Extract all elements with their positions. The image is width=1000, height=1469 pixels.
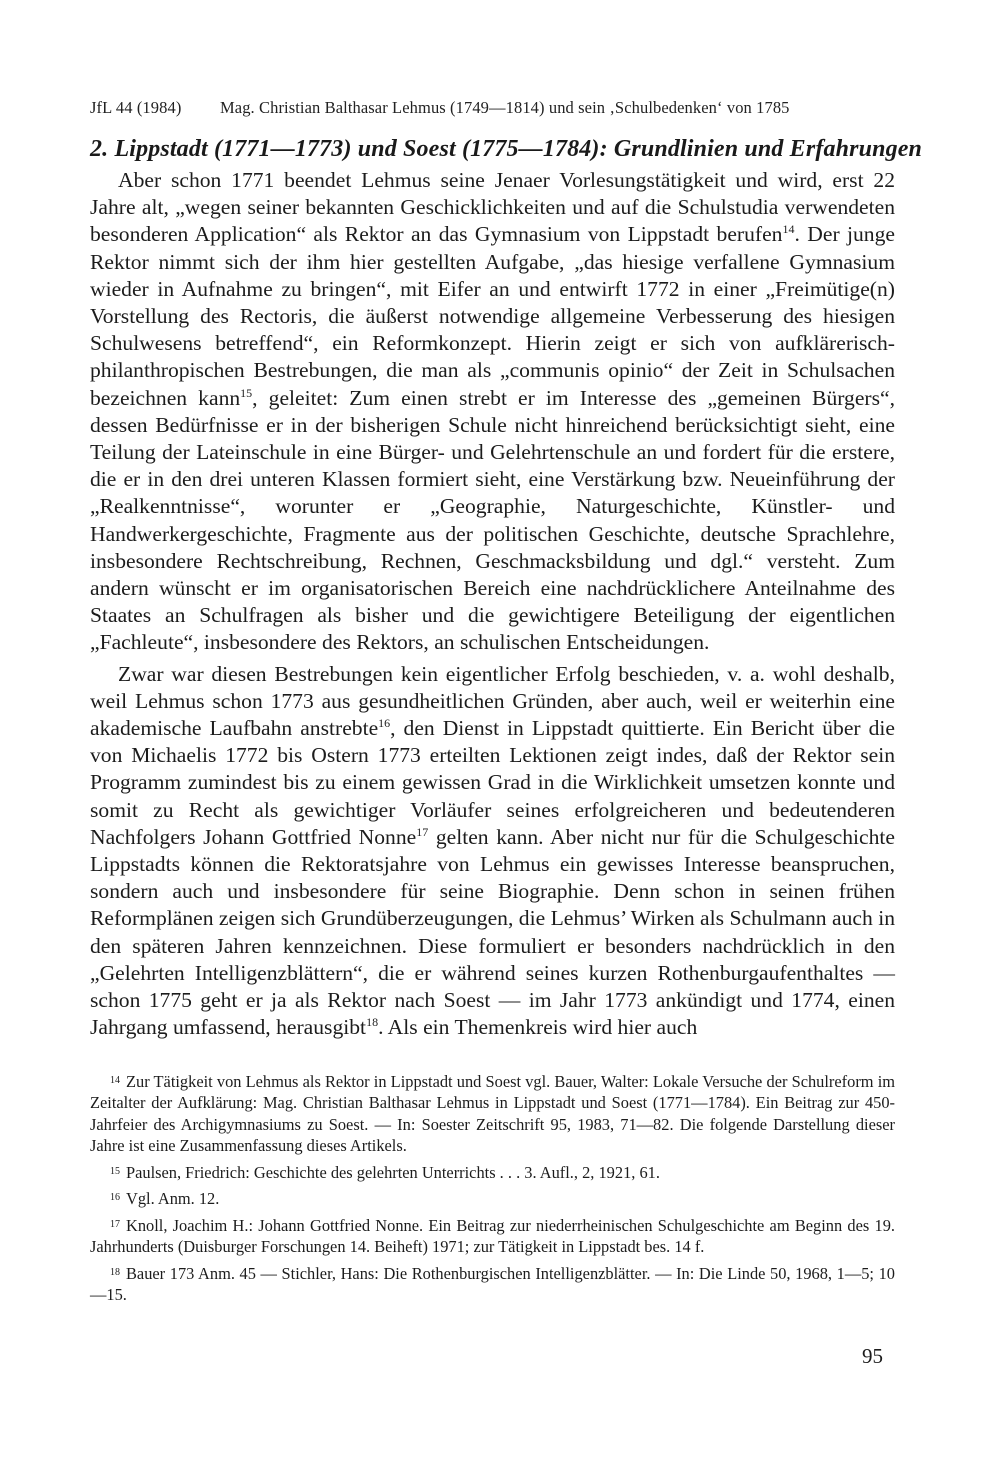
footnote-17 [90,1214,895,1258]
footnote-text: Bauer 173 Anm. 45 — Stichler, Hans: Die Rothenburgischen Intelligenzblätter. — In: Die Linde 50, 1968, 1—5; 10—15. [90,1263,895,1304]
footnote-text: Zur Tätigkeit von Lehmus als Rektor in Lippstadt und Soest vgl. Bauer, Walter: Lokale Versuche der Schulreform im Zeitalter der Aufklärung: Mag. Christian Balthasar Lehmus in Lippstadt und Soest (1771—1784). Ein Beitrag zur 450-Jahrfeier des Archigymnasiums zu Soest. — In: Soester Zeitschrift 95, 1983, 71—82. Die folgende Darstellung dieser Jahre ist eine Zusammenfassung dieses Artikels. [90,1071,895,1155]
footnote-18 [90,1262,895,1306]
footnote-14 [90,1070,895,1157]
footnote-ref-16: 16 [378,715,391,730]
article-title: Mag. Christian Balthasar Lehmus (1749—1814) und sein ‚Schulbedenken‘ von 1785 [220,98,790,117]
footnote-number: 18 [110,1266,120,1278]
paragraph-1: Aber schon 1771 beendet Lehmus seine Jenaer Vorlesungstätigkeit und wird, erst 22 Jahre alt, „wegen seiner bekannten Geschicklichkeiten und auf die Schulstudia verwendeten besonderen Application“ als Rektor an das Gymnasium von Lippstadt berufen$^{14}$. Der junge Rektor nimmt sich der ihm hier gestellten Aufgabe, „das hiesige verfallene Gymnasium wieder in Aufnahme zu bringen“, mit Eifer an und entwirft 1772 in einer „Freimütige(n) Vorstellung des Rectoris, die äußerst notwendige allgemeine Verbesserung des hiesigen Schulwesens betreffend“, ein Reformkonzept. Hierin zeigt er sich von aufklärerisch-philanthropischen Bestrebungen, die man als „communis opinio“ der Zeit in Schulsachen bezeichnen kann$^{15}$, geleitet: Zum einen strebt er im Interesse des „gemeinen Bürgers“, dessen Bedürfnisse er in der bisherigen Schule nicht hinreichend berücksichtigt sieht, eine Teilung der Lateinschule in eine Bürger- und Gelehrtenschule an und fordert für die erstere, die er in den drei unteren Klassen formiert sieht, eine Verstärkung bzw. Neueinführung der „Realkenntnisse“, worunter er „Geographie, Naturgeschichte, Künstler- und Handwerkergeschichte, Fragmente aus der politischen Geschichte, deutsche Sprachlehre, insbesondere Rechtschreibung, Rechnen, Geschmacksbildung und dgl.“ versteht. Zum andern wünscht er im organisatorischen Bereich eine nachdrücklichere Anteilnahme des Staates an Schulfragen als bisher und die gewichtigere Beteiligung der eigentlichen „Fachleute“, insbesondere des Rektors, an schulischen Entscheidungen. [90,168,896,655]
footnotes [90,1070,895,1306]
footnote-number: 15 [110,1165,120,1177]
footnote-text: Paulsen, Friedrich: Geschichte des gelehrten Unterrichts . . . 3. Aufl., 2, 1921, 61. [126,1162,660,1182]
footnote-number: 17 [110,1218,120,1230]
journal-reference: JfL 44 (1984) [90,98,182,117]
running-head [90,98,895,118]
footnote-text: Vgl. Anm. 12. [126,1189,220,1208]
footnote-ref-15: 15 [240,385,253,400]
footnote-ref-17: 17 [416,824,429,839]
footnote-ref-18: 18 [366,1015,379,1030]
footnote-number: 14 [110,1074,120,1086]
page-number: 95 [862,1344,883,1368]
footnote-ref-14: 14 [782,222,795,237]
section-heading: 2. Lippstadt (1771—1773) und Soest (1775—1784): Grundlinien und Erfahrungen [90,136,923,162]
footnote-number: 16 [110,1192,120,1203]
footnote-16 [90,1187,895,1210]
paragraph-2: Zwar war diesen Bestrebungen kein eigentlicher Erfolg beschieden, v. a. wohl deshalb, weil Lehmus schon 1773 aus gesundheitlichen Gründen, aber auch, weil er weiterhin eine akademische Laufbahn anstrebte$^{16}$, den Dienst in Lippstadt quittierte. Ein Bericht über die von Michaelis 1772 bis Ostern 1773 erteilten Lektionen zeigt indes, daß der Rektor sein Programm zumindest bis zu einem gewissen Grad in die Wirklichkeit umsetzen konnte und somit zu Recht als gewichtiger Vorläufer seines erfolgreicheren und bedeutenderen Nachfolgers Johann Gottfried Nonne$^{17}$ gelten kann. Aber nicht nur für die Schulgeschichte Lippstadts können die Rektoratsjahre von Lehmus ein gewisses Interesse beanspruchen, sondern auch und insbesondere für seine Biographie. Denn schon in seinen frühen Reformplänen zeigen sich Grundüberzeugungen, die Lehmus’ Wirken als Schulmann auch in den späteren Jahren kennzeichnen. Diese formuliert er besonders nachdrücklich in den „Gelehrten Intelligenzblättern“, die er während seines kurzen Rothenburgaufenthaltes — schon 1775 geht er ja als Rektor nach Soest — im Jahr 1773 ankündigt und 1774, einen Jahrgang umfassend, herausgibt$^{18}$. Als ein Themenkreis wird hier auch [90,661,895,1040]
footnote-text: Knoll, Joachim H.: Johann Gottfried Nonne. Ein Beitrag zur niederrheinischen Schulgeschichte am Beginn des 19. Jahrhunderts (Duisburger Forschungen 14. Beiheft) 1971; zur Tätigkeit in Lippstadt bes. 14 f. [90,1215,895,1256]
footnote-15 [90,1161,895,1184]
page [90,98,923,1310]
body-text [90,167,895,1042]
